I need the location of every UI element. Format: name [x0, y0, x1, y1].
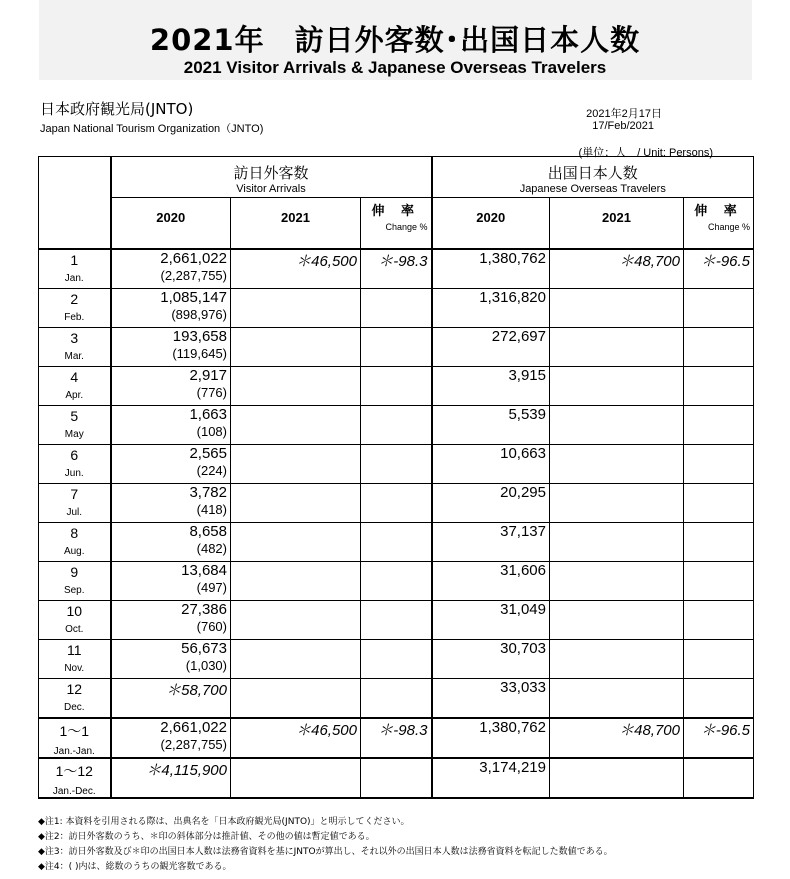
month-name-en: Dec. — [63, 702, 85, 713]
table-row — [39, 718, 754, 758]
table-row — [39, 679, 754, 719]
overseas-change-cell — [684, 601, 754, 640]
overseas-2020-value: 31,049 — [500, 601, 546, 618]
overseas-2020-cell — [432, 758, 550, 798]
visitor-change-cell — [361, 484, 432, 523]
visitor-change-cell — [361, 367, 432, 406]
overseas-travelers-title-ja: 出国日本人数 — [547, 164, 638, 182]
overseas-change-label-en: Change % — [708, 222, 751, 232]
month-name-en: Sep. — [63, 585, 85, 596]
visitor-2020-cell — [111, 249, 231, 289]
month-name-en: Nov. — [64, 663, 85, 674]
month-number: 3 — [70, 330, 79, 346]
visitor-2021-value: ＊46,500 — [296, 722, 357, 739]
month-cell — [39, 328, 111, 367]
month-name-en: Mar. — [64, 351, 84, 362]
table-row — [39, 367, 754, 406]
overseas-2020-cell — [432, 328, 550, 367]
visitor-2021-cell — [231, 445, 361, 484]
table-row — [39, 562, 754, 601]
visitor-2020-tourists: (418) — [196, 502, 227, 517]
month-cell — [39, 758, 111, 798]
footnote-1: ◆注1: 本資料を引用される際は、出典名を「日本政府観光局(JNTO)」と明示してください。 — [38, 817, 410, 827]
visitor-change-cell — [361, 406, 432, 445]
table-row — [39, 406, 754, 445]
overseas-2021-cell — [550, 406, 684, 445]
overseas-2021-cell — [550, 758, 684, 798]
overseas-2020-value: 272,697 — [491, 328, 546, 345]
overseas-2020-cell — [432, 679, 550, 719]
visitor-change-cell — [361, 758, 432, 798]
visitor-2021-cell — [231, 640, 361, 679]
overseas-2020-cell — [432, 406, 550, 445]
visitor-2020-tourists: (898,976) — [171, 307, 227, 322]
overseas-2020-cell — [432, 601, 550, 640]
table-row — [39, 445, 754, 484]
overseas-change-cell — [684, 758, 754, 798]
visitor-change-value: ＊-98.3 — [378, 722, 428, 739]
visitor-change-cell — [361, 718, 432, 758]
visitor-change-value: ＊-98.3 — [378, 253, 428, 270]
overseas-change-cell — [684, 718, 754, 758]
overseas-2021-cell — [550, 523, 684, 562]
month-number: 4 — [70, 369, 79, 385]
visitor-2020-tourists: (108) — [196, 424, 227, 439]
overseas-2021-cell — [550, 328, 684, 367]
visitor-2020-value: 3,782 — [189, 484, 227, 501]
overseas-2021-value: ＊48,700 — [619, 722, 680, 739]
overseas-2020-value: 1,380,762 — [479, 250, 546, 267]
visitor-change-header — [361, 198, 432, 250]
overseas-change-cell — [684, 484, 754, 523]
visitor-2020-value: 1,085,147 — [160, 289, 227, 306]
visitor-2021-value: ＊46,500 — [296, 253, 357, 270]
visitor-2020-value: 2,565 — [189, 445, 227, 462]
month-name-en: Jun. — [64, 468, 84, 479]
visitor-2021-cell — [231, 679, 361, 719]
visitor-2020-cell — [111, 523, 231, 562]
title-japanese: 2021年 訪日外客数･出国日本人数 — [149, 23, 641, 57]
month-name-en: Aug. — [63, 546, 85, 557]
table-row — [39, 249, 754, 289]
overseas-2020-cell — [432, 367, 550, 406]
visitor-2020-value: 2,661,022 — [160, 719, 227, 736]
month-number: 12 — [66, 681, 83, 697]
footnote-4: ◆注4：( )内は、総数のうちの観光客数である。 — [38, 862, 232, 872]
overseas-change-cell — [684, 367, 754, 406]
month-name-en: Apr. — [65, 390, 84, 401]
visitor-2021-cell — [231, 406, 361, 445]
visitor-2020-cell — [111, 562, 231, 601]
month-name-en: Jan.-Dec. — [52, 786, 96, 797]
visitor-2021-cell — [231, 484, 361, 523]
month-cell — [39, 679, 111, 719]
visitor-2020-tourists: (482) — [196, 541, 227, 556]
table-row — [39, 289, 754, 328]
month-number: 1～1 — [59, 723, 90, 739]
visitor-2020-header: 2020 — [111, 198, 231, 250]
overseas-2020-value: 37,137 — [500, 523, 546, 540]
org-name-japanese: 日本政府観光局(JNTO) — [40, 100, 194, 118]
stats-table — [38, 156, 754, 799]
overseas-change-cell — [684, 406, 754, 445]
visitor-arrivals-header — [111, 157, 432, 198]
visitor-2020-tourists: (776) — [196, 385, 227, 400]
overseas-change-cell — [684, 289, 754, 328]
visitor-2021-cell — [231, 249, 361, 289]
visitor-2020-tourists: (1,030) — [185, 658, 227, 673]
visitor-2020-value: 13,684 — [181, 562, 227, 579]
visitor-change-cell — [361, 601, 432, 640]
overseas-2020-cell — [432, 289, 550, 328]
month-cell — [39, 289, 111, 328]
month-number: 9 — [70, 564, 79, 580]
month-cell — [39, 601, 111, 640]
month-number: 6 — [70, 447, 79, 463]
visitor-2021-cell — [231, 367, 361, 406]
org-name-english: Japan National Tourism Organization（JNTO) — [40, 123, 264, 135]
overseas-2020-value: 20,295 — [500, 484, 546, 501]
visitor-2020-cell — [111, 640, 231, 679]
visitor-2021-cell — [231, 718, 361, 758]
month-name-en: Jan. — [64, 273, 84, 284]
overseas-travelers-title-en: Japanese Overseas Travelers — [519, 183, 666, 195]
month-cell — [39, 484, 111, 523]
overseas-change-cell — [684, 445, 754, 484]
month-number: 1～12 — [55, 763, 93, 779]
title-english: 2021 Visitor Arrivals & Japanese Overseas Travelers — [183, 58, 607, 77]
overseas-2020-value: 33,033 — [500, 679, 546, 696]
month-number: 11 — [66, 642, 82, 658]
month-number: 1 — [70, 252, 79, 268]
overseas-change-cell — [684, 328, 754, 367]
visitor-change-cell — [361, 445, 432, 484]
overseas-2021-cell — [550, 601, 684, 640]
visitor-2020-cell — [111, 406, 231, 445]
overseas-2020-cell — [432, 640, 550, 679]
overseas-change-cell — [684, 562, 754, 601]
visitor-2020-cell — [111, 289, 231, 328]
visitor-2020-tourists: (119,645) — [172, 346, 227, 361]
visitor-2020-value: 27,386 — [181, 601, 227, 618]
overseas-change-cell — [684, 249, 754, 289]
month-cell — [39, 249, 111, 289]
month-number: 7 — [70, 486, 79, 502]
overseas-2020-value: 3,174,219 — [479, 759, 546, 776]
overseas-2021-cell — [550, 718, 684, 758]
overseas-2020-value: 1,380,762 — [479, 719, 546, 736]
visitor-arrivals-title-en: Visitor Arrivals — [236, 183, 306, 195]
visitor-2020-cell — [111, 367, 231, 406]
visitor-2020-cell — [111, 445, 231, 484]
visitor-2020-cell — [111, 328, 231, 367]
visitor-2020-value: 2,661,022 — [160, 250, 227, 267]
visitor-2021-cell — [231, 562, 361, 601]
overseas-2020-value: 1,316,820 — [479, 289, 546, 306]
overseas-change-label-ja: 伸 率 — [694, 204, 743, 219]
month-number: 10 — [66, 603, 83, 619]
overseas-change-cell — [684, 523, 754, 562]
overseas-2020-value: 30,703 — [500, 640, 546, 657]
table-row — [39, 601, 754, 640]
overseas-2021-cell — [550, 484, 684, 523]
visitor-change-cell — [361, 523, 432, 562]
visitor-2020-cell — [111, 718, 231, 758]
release-date-japanese: 2021年2月17日 — [586, 108, 662, 120]
visitor-2020-value: 193,658 — [172, 328, 227, 345]
visitor-2021-cell — [231, 758, 361, 798]
overseas-2021-cell — [550, 679, 684, 719]
month-number: 2 — [70, 291, 79, 307]
visitor-2020-tourists: (2,287,755) — [160, 737, 227, 752]
visitor-2020-value: ＊58,700 — [166, 682, 227, 699]
table-row — [39, 758, 754, 798]
footnote-3: ◆注3：訪日外客数及び＊印の出国日本人数は法務省資料を基にJNTOが算出し、それ以外の出国日本人数は法務省資料を転記した数値である。 — [38, 847, 613, 857]
visitor-change-cell — [361, 679, 432, 719]
month-cell — [39, 406, 111, 445]
visitor-2020-value: 1,663 — [189, 406, 227, 423]
overseas-2020-value: 31,606 — [500, 562, 546, 579]
visitor-change-cell — [361, 328, 432, 367]
overseas-change-value: ＊-96.5 — [700, 722, 751, 739]
month-cell — [39, 718, 111, 758]
overseas-2020-header: 2020 — [432, 198, 550, 250]
visitor-2020-tourists: (224) — [196, 463, 227, 478]
visitor-2020-cell — [111, 601, 231, 640]
footnotes — [38, 815, 613, 875]
visitor-change-label-ja: 伸 率 — [371, 204, 421, 219]
visitor-2020-value: 2,917 — [189, 367, 227, 384]
overseas-2021-cell — [550, 249, 684, 289]
visitor-2020-value: 56,673 — [181, 640, 227, 657]
month-name-en: May — [64, 429, 84, 440]
overseas-change-cell — [684, 679, 754, 719]
overseas-2020-cell — [432, 523, 550, 562]
visitor-2020-tourists: (497) — [196, 580, 227, 595]
visitor-2020-value: 8,658 — [189, 523, 227, 540]
month-name-en: Oct. — [65, 624, 84, 635]
overseas-2021-value: ＊48,700 — [619, 253, 680, 270]
table-row — [39, 328, 754, 367]
visitor-change-cell — [361, 289, 432, 328]
month-number: 8 — [70, 525, 79, 541]
visitor-2021-header: 2021 — [231, 198, 361, 250]
visitor-2020-tourists: (2,287,755) — [160, 268, 227, 283]
overseas-2021-cell — [550, 289, 684, 328]
overseas-2021-cell — [550, 445, 684, 484]
visitor-2020-tourists: (760) — [196, 619, 227, 634]
overseas-2021-cell — [550, 640, 684, 679]
visitor-2020-cell — [111, 679, 231, 719]
overseas-change-value: ＊-96.5 — [700, 253, 751, 270]
month-cell — [39, 367, 111, 406]
visitor-2021-cell — [231, 328, 361, 367]
visitor-change-label-en: Change % — [385, 222, 428, 232]
visitor-change-cell — [361, 640, 432, 679]
visitor-change-cell — [361, 562, 432, 601]
overseas-change-header — [684, 198, 754, 250]
overseas-2021-header: 2021 — [550, 198, 684, 250]
overseas-2020-cell — [432, 484, 550, 523]
month-number: 5 — [70, 408, 79, 424]
visitor-2020-cell — [111, 758, 231, 798]
overseas-2020-cell — [432, 718, 550, 758]
overseas-2020-value: 5,539 — [508, 406, 546, 423]
month-cell — [39, 523, 111, 562]
visitor-2021-cell — [231, 523, 361, 562]
month-name-en: Jan.-Jan. — [53, 746, 95, 757]
visitor-2021-cell — [231, 289, 361, 328]
month-cell — [39, 562, 111, 601]
overseas-2020-cell — [432, 249, 550, 289]
overseas-2021-cell — [550, 562, 684, 601]
month-name-en: Feb. — [64, 312, 85, 323]
visitor-2020-cell — [111, 484, 231, 523]
visitor-arrivals-title-ja: 訪日外客数 — [233, 164, 309, 182]
month-cell — [39, 445, 111, 484]
corner-cell — [39, 157, 111, 250]
overseas-2020-value: 3,915 — [508, 367, 546, 384]
month-name-en: Jul. — [66, 507, 83, 518]
table-row — [39, 523, 754, 562]
overseas-2020-cell — [432, 562, 550, 601]
visitor-2021-cell — [231, 601, 361, 640]
visitor-change-cell — [361, 249, 432, 289]
overseas-2020-cell — [432, 445, 550, 484]
unit-label: (単位：人 / Unit: Persons) — [578, 147, 713, 159]
overseas-2020-value: 10,663 — [500, 445, 546, 462]
table-row — [39, 640, 754, 679]
overseas-travelers-header — [432, 157, 754, 198]
month-cell — [39, 640, 111, 679]
overseas-change-cell — [684, 640, 754, 679]
overseas-2021-cell — [550, 367, 684, 406]
release-date-english: 17/Feb/2021 — [592, 120, 654, 132]
table-row — [39, 484, 754, 523]
footnote-2: ◆注2：訪日外客数のうち、＊印の斜体部分は推計値、その他の値は暫定値である。 — [38, 832, 375, 842]
visitor-2020-value: ＊4,115,900 — [146, 762, 227, 779]
